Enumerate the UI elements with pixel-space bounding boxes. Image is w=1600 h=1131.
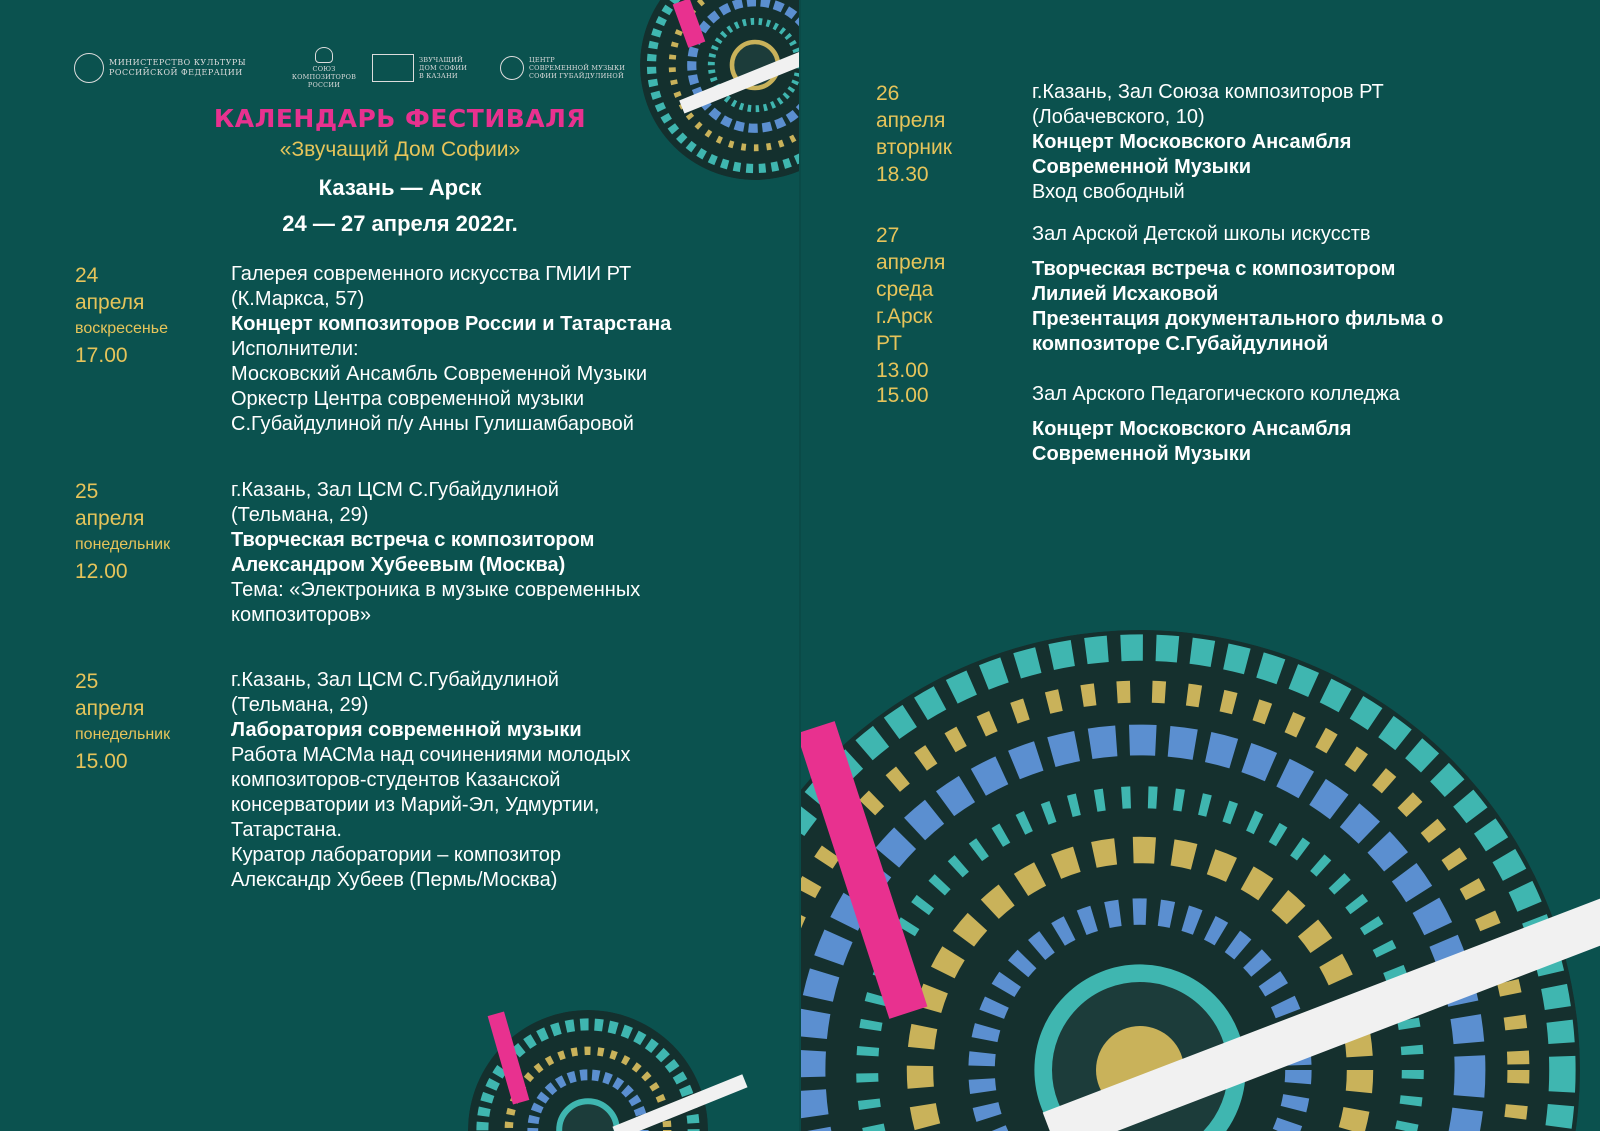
event-title: Лаборатория современной музыки <box>231 719 582 741</box>
ministry-logo-text: МИНИСТЕРСТВО КУЛЬТУРЫ РОССИЙСКОЙ ФЕДЕРАЦИИ <box>109 58 247 77</box>
event-date: 26 апреля <box>876 82 946 132</box>
event-date: 24 апреля <box>75 264 145 314</box>
event-1-info <box>231 262 791 437</box>
event-2-datetime <box>75 478 170 585</box>
event-date: 27 апреля <box>876 224 946 274</box>
festival-title: КАЛЕНДАРЬ ФЕСТИВАЛЯ <box>213 104 587 133</box>
event-time: 18.30 <box>876 163 929 186</box>
eagle-emblem-icon <box>74 53 104 83</box>
event-time: 15.00 <box>876 384 929 407</box>
event-6-info <box>1032 382 1592 467</box>
event-time: 13.00 <box>876 359 929 382</box>
festival-cities: Казань — Арск <box>318 175 482 200</box>
event-weekday: среда <box>876 278 934 301</box>
building-icon <box>372 54 414 82</box>
right-page <box>800 0 1600 1131</box>
event-place: г.Арск РТ <box>876 305 933 355</box>
event-time: 12.00 <box>75 560 128 583</box>
ministry-logo <box>74 46 259 90</box>
event-3-info <box>231 668 791 893</box>
event-3-datetime <box>75 668 170 775</box>
event-5-info <box>1032 222 1592 357</box>
sofia-house-logo <box>372 46 472 90</box>
event-details: Тема: «Электроника в музыке современных композиторов» <box>231 579 641 626</box>
gubaidulina-center-logo-text: ЦЕНТР СОВРЕМЕННОЙ МУЗЫКИ СОФИИ ГУБАЙДУЛИНОЙ <box>529 56 626 80</box>
event-5-datetime <box>876 222 945 384</box>
event-time: 15.00 <box>75 750 128 773</box>
event-4-datetime <box>876 80 952 188</box>
event-title: Творческая встреча с композитором Лилией Исхаковой Презентация документального фильма о композиторе С.Губайдулиной <box>1032 258 1444 355</box>
event-4-info <box>1032 80 1592 205</box>
event-title: Концерт Московского Ансамбля Современной Музыки <box>1032 131 1352 178</box>
gubaidulina-center-logo <box>500 46 634 90</box>
event-date: 25 апреля <box>75 670 145 720</box>
sofia-house-logo-text: ЗВУЧАЩИЙ ДОМ СОФИИ В КАЗАНИ <box>419 56 468 80</box>
event-venue: г.Казань, Зал ЦСМ С.Губайдулиной (Тельмана, 29) <box>231 669 559 716</box>
festival-subtitle: «Звучащий Дом Софии» <box>279 138 521 161</box>
composers-union-logo <box>289 46 359 90</box>
event-venue: г.Казань, Зал Союза композиторов РТ (Лобачевского, 10) <box>1032 81 1384 128</box>
composers-union-emblem-icon <box>315 47 333 63</box>
event-weekday: понедельник <box>75 536 171 553</box>
event-venue: Зал Арского Педагогического колледжа <box>1032 383 1400 405</box>
event-details: Исполнители: Московский Ансамбль Современной Музыки Оркестр Центра современной музыки С.Губайдулиной п/у Анны Гулишамбаровой <box>231 338 647 435</box>
event-venue: г.Казань, Зал ЦСМ С.Губайдулиной (Тельмана, 29) <box>231 479 559 526</box>
center-emblem-icon <box>500 56 524 80</box>
event-weekday: воскресенье <box>75 320 168 337</box>
page-fold-divider <box>799 0 801 1131</box>
event-1-datetime <box>75 262 168 369</box>
event-title: Концерт композиторов России и Татарстана <box>231 313 672 335</box>
event-date: 25 апреля <box>75 480 145 530</box>
event-time: 17.00 <box>75 344 128 367</box>
event-weekday: понедельник <box>75 726 171 743</box>
festival-dates: 24 — 27 апреля 2022г. <box>282 211 518 236</box>
event-weekday: вторник <box>876 136 952 159</box>
event-title: Концерт Московского Ансамбля Современной Музыки <box>1032 418 1352 465</box>
event-venue: Зал Арской Детской школы искусств <box>1032 223 1371 245</box>
event-details: Вход свободный <box>1032 181 1185 203</box>
logo-row <box>74 46 634 90</box>
event-venue: Галерея современного искусства ГМИИ РТ (К.Маркса, 57) <box>231 263 632 310</box>
event-6-datetime <box>876 382 929 409</box>
composers-union-logo-text: СОЮЗ КОМПОЗИТОРОВ РОССИИ <box>291 65 357 89</box>
event-details: Работа МАСМа над сочинениями молодых композиторов-студентов Казанской консерватории из Марий-Эл, Удмуртии, Татарстана. Куратор лаборатории – композитор Александр Хубеев (Пермь/Москва) <box>231 744 631 891</box>
event-2-info <box>231 478 791 628</box>
event-title: Творческая встреча с композитором Александром Хубеевым (Москва) <box>231 529 595 576</box>
